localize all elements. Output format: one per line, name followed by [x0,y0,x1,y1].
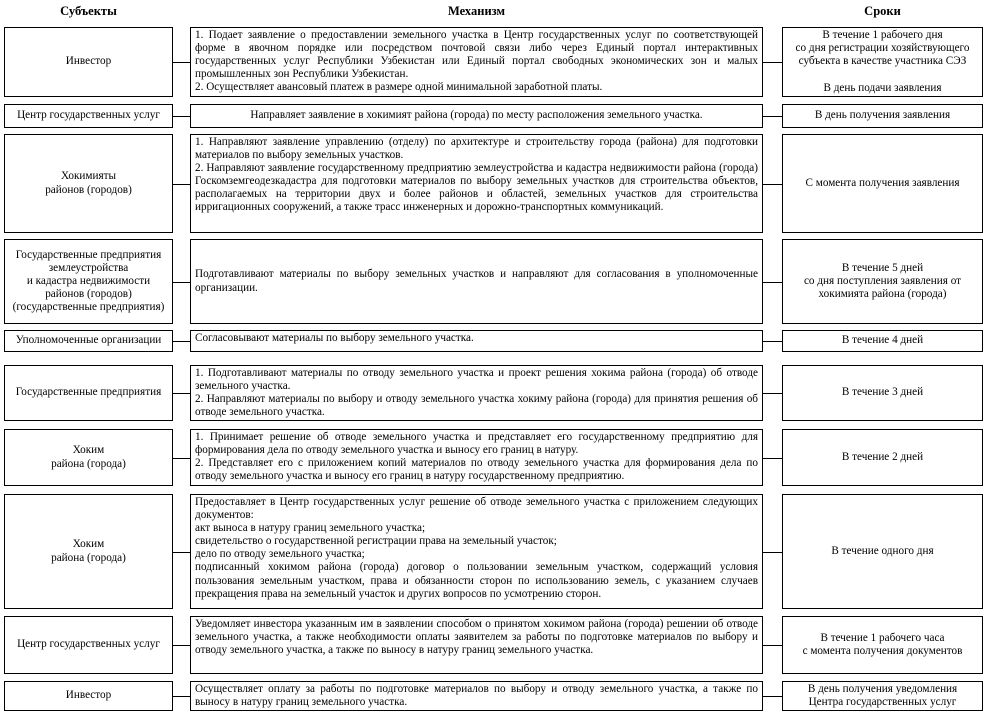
connector-line [173,341,190,342]
connector-line [763,645,782,646]
connector-line [173,62,190,63]
mechanism-paragraph: Согласовывают материалы по выбору земельного участка. [195,332,474,344]
mechanism-paragraph: 2. Направляют заявление государственному предприятию землеустройства и кадастра недвижимости района (города) Госкомземгеодезкадастра для подготовки материалов по выбору земельных участков для строительства объектов, располагаемых на территории двух и более районов и областей, земельных участков для строительства ирригационных сооружений, а также трасс инженерных и дорожно-транспортных коммуникаций. [195,162,758,214]
mechanism-cell [190,27,763,97]
subject-label: Хоким района (города) [51,538,126,564]
subject-cell [4,365,173,421]
term-cell [782,429,983,486]
subject-cell [4,330,173,352]
mechanism-paragraph: свидетельство о государственной регистрации права на земельный участок; [195,535,557,548]
subject-label: Государственные предприятия [15,386,162,399]
connector-line [763,184,782,185]
connector-line [173,645,190,646]
term-label: В течение 1 рабочего часа с момента получения документов [802,631,963,657]
subject-cell [4,681,173,711]
header-mechanism: Механизм [447,4,506,18]
term-label: В течение 3 дней [841,386,924,399]
header-terms: Сроки [864,4,901,18]
mechanism-paragraph: 1. Подготавливают материалы по отводу земельного участка и проект решения хокима района (города) об отводе земельного участка. [195,367,758,393]
term-cell [782,681,983,711]
connector-line [173,184,190,185]
connector-line [173,696,190,697]
term-label: В течение 5 дней со дня поступления заявления от хокимията района (города) [803,261,962,301]
subject-label: Хоким района (города) [51,444,126,470]
term-label: В течение одного дня [831,544,934,557]
subject-cell [4,104,173,128]
connector-line [763,393,782,394]
connector-line [173,458,190,459]
subject-cell [4,429,173,486]
subject-cell [4,239,173,324]
subject-cell [4,134,173,233]
subject-label: Центр государственных услуг [17,109,160,122]
mechanism-cell [190,134,763,233]
term-label: В течение 1 рабочего дня со дня регистрации хозяйствующего субъекта в качестве участника СЭЗ В день подачи заявления [795,29,970,94]
connector-line [763,116,782,117]
subject-cell [4,616,173,674]
mechanism-paragraph: 2. Направляют материалы по выбору и отводу земельного участка хокиму района (города) для принятия решения об отводе земельного участка. [195,393,758,419]
term-cell [782,239,983,324]
term-label: В день получения заявления [814,109,951,122]
connector-line [173,552,190,553]
connector-line [763,552,782,553]
mechanism-paragraph: Подготавливают материалы по выбору земельных участков и направляют для согласования в уполномоченные организации. [195,268,758,294]
term-cell [782,330,983,352]
mechanism-paragraph: 2. Осуществляет авансовый платеж в размере одной минимальной заработной платы. [195,81,603,94]
term-cell [782,134,983,233]
mechanism-cell [190,239,763,324]
mechanism-paragraph: 1. Подает заявление о предоставлении земельного участка в Центр государственных услуг по соответствующей форме в явочном порядке или посредством почтовой связи либо через Единый портал интерактивных государственных услуг Республики Узбекистан или Единый портал свободных экономических зон и малых промышленных зон Республики Узбекистан. [195,29,758,81]
mechanism-paragraph: Предоставляет в Центр государственных услуг решение об отводе земельного участка с приложением следующих документов: [195,496,758,522]
term-label: В течение 2 дней [841,450,924,463]
subject-label: Инвестор [65,689,112,702]
term-label: В день получения уведомления Центра государственных услуг [807,682,958,708]
mechanism-paragraph: дело по отводу земельного участка; [195,548,365,561]
connector-line [763,458,782,459]
mechanism-paragraph: Осуществляет оплату за работы по подготовке материалов по выбору и отводу земельного участка, а также по выносу в натуру границ земельного участка. [195,683,758,709]
subject-cell [4,494,173,609]
mechanism-paragraph: 1. Направляют заявление управлению (отделу) по архитектуре и строительству города (района) для подготовки материалов по выбору земельных участков. [195,136,758,162]
mechanism-cell [190,494,763,609]
mechanism-paragraph: Направляет заявление в хокимият района (города) по месту расположения земельного участка. [250,109,703,122]
mechanism-paragraph: 1. Принимает решение об отводе земельного участка и представляет его государственному предприятию для формирования дела по отводу земельного участка и выносу его границ в натуру. [195,431,758,457]
connector-line [173,282,190,283]
term-cell [782,365,983,421]
mechanism-cell [190,330,763,352]
term-cell [782,494,983,609]
mechanism-cell [190,365,763,421]
mechanism-paragraph: подписанный хокимом района (города) договор о пользовании земельным участком, содержащий условия пользования земельным участком, права и обязанности сторон по использованию земель, с указанием случаев прекращения права на земельный участок и других вопросов по усмотрению сторон. [195,561,758,600]
mechanism-paragraph: 2. Представляет его с приложением копий материалов по отводу земельного участка для формирования дела по отводу земельного участка и выносу его границ в натуру государственному предприятию. [195,457,758,483]
mechanism-cell [190,681,763,711]
term-cell [782,104,983,128]
mechanism-cell [190,104,763,128]
subject-label: Государственные предприятия землеустройства и кадастра недвижимости районов (городов) (государственные предприятия) [12,248,165,314]
mechanism-cell [190,616,763,674]
connector-line [763,282,782,283]
subject-cell [4,27,173,97]
term-label: С момента получения заявления [805,176,960,189]
header-subjects: Субъекты [60,4,117,18]
term-cell [782,616,983,674]
connector-line [763,62,782,63]
connector-line [173,393,190,394]
connector-line [173,116,190,117]
connector-line [763,341,782,342]
subject-label: Уполномоченные организации [15,334,162,347]
term-label: В течение 4 дней [841,334,924,347]
subject-label: Инвестор [65,55,112,68]
subject-label: Центр государственных услуг [17,638,160,651]
connector-line [763,696,782,697]
mechanism-paragraph: акт выноса в натуру границ земельного участка; [195,522,426,535]
mechanism-paragraph: Уведомляет инвестора указанным им в заявлении способом о принятом хокимом района (города) решении об отводе земельного участка, а также необходимости оплаты заявителем за работы по подготовке материалов по выбору и отводу земельного участка, а также по выносу в натуру границ земельного участка. [195,618,758,657]
mechanism-cell [190,429,763,486]
term-cell [782,27,983,97]
subject-label: Хокимияты районов (городов) [45,170,132,196]
